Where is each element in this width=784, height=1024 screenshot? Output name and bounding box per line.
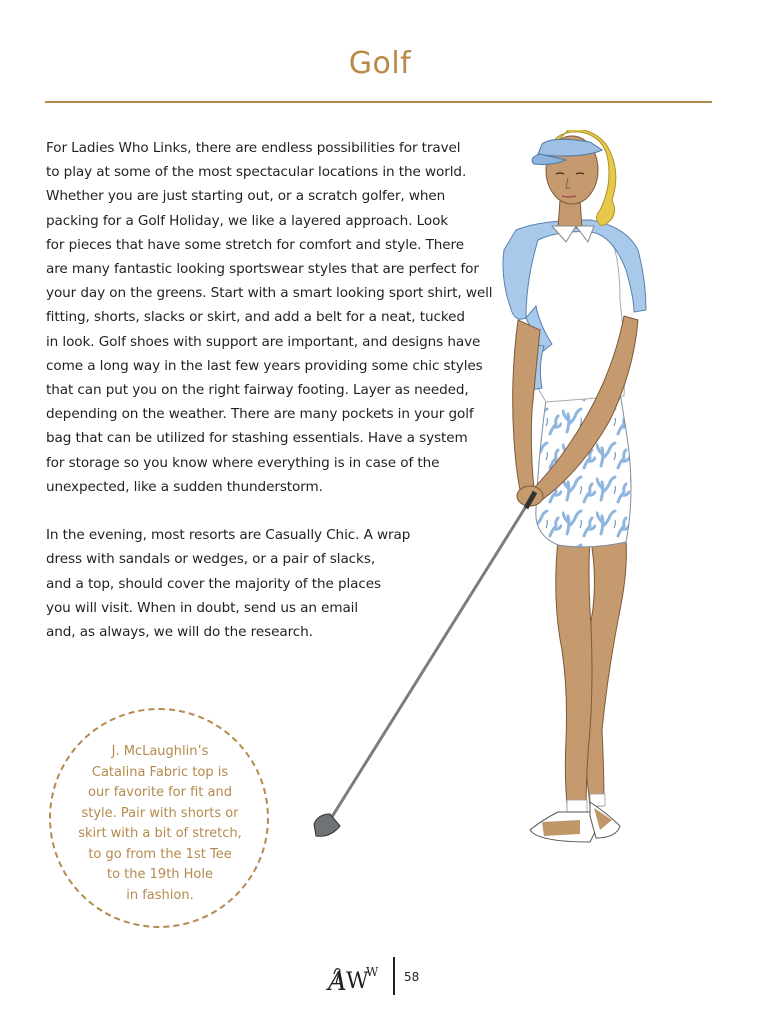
body-line: For Ladies Who Links, there are endless possibilities for travel xyxy=(46,140,461,156)
title-divider xyxy=(45,101,712,103)
callout-line: to go from the 1st Tee xyxy=(88,846,232,862)
callout-line: to the 19th Hole xyxy=(107,867,213,882)
svg-text:W: W xyxy=(346,969,369,994)
body-line: bag that can be utilized for stashing essentials. Have a system xyxy=(46,430,468,447)
body-line: depending on the weather. There are many pockets in your golf xyxy=(46,406,474,423)
callout-line: our favorite for fit and xyxy=(88,785,232,800)
callout-line: Catalina Fabric top is xyxy=(91,764,229,780)
body-line: for storage so you know where everything is in case of the xyxy=(46,454,440,471)
callout-line: J. McLaughlin’s xyxy=(111,744,209,759)
body-line: are many fantastic looking sportswear styles that are perfect for xyxy=(46,261,479,277)
body-line: packing for a Golf Holiday, we like a layered approach. Look xyxy=(46,212,449,229)
body-line: fitting, shorts, slacks or skirt, and add a belt for a neat, tucked xyxy=(46,309,465,326)
body-line: and a top, should cover the majority of the places xyxy=(46,575,381,592)
page-title: Golf xyxy=(348,46,412,81)
body-line: to play at some of the most spectacular locations in the world. xyxy=(46,164,467,181)
page-number: 58 xyxy=(404,970,420,984)
callout-line: in fashion. xyxy=(126,887,194,903)
body-line: your day on the greens. Start with a smart looking sport shirt, well xyxy=(46,285,493,302)
svg-text:W: W xyxy=(366,965,379,979)
body-line: for pieces that have some stretch for comfort and style. There xyxy=(46,236,465,253)
callout-text xyxy=(70,742,250,906)
body-line: come a long way in the last few years providing some chic styles xyxy=(46,357,483,374)
body-line: and, as always, we will do the research. xyxy=(46,624,313,640)
body-line: In the evening, most resorts are Casually Chic. A wrap xyxy=(46,527,411,544)
callout-line: style. Pair with shorts or xyxy=(81,805,239,821)
body-line: in look. Golf shoes with support are important, and designs have xyxy=(46,333,481,350)
golfer-illustration xyxy=(290,130,760,860)
body-line: you will visit. When in doubt, send us an email xyxy=(46,599,359,616)
svg-text:A: A xyxy=(328,967,347,996)
body-line: that can put you on the right fairway footing. Layer as needed, xyxy=(46,382,469,398)
footer-divider xyxy=(393,957,395,995)
body-line: Whether you are just starting out, or a scratch golfer, when xyxy=(46,188,446,205)
body-line: dress with sandals or wedges, or a pair of slacks, xyxy=(46,551,376,568)
brand-logo xyxy=(326,956,388,996)
body-line: unexpected, like a sudden thunderstorm. xyxy=(46,478,323,495)
callout-line: skirt with a bit of stretch, xyxy=(78,826,242,841)
